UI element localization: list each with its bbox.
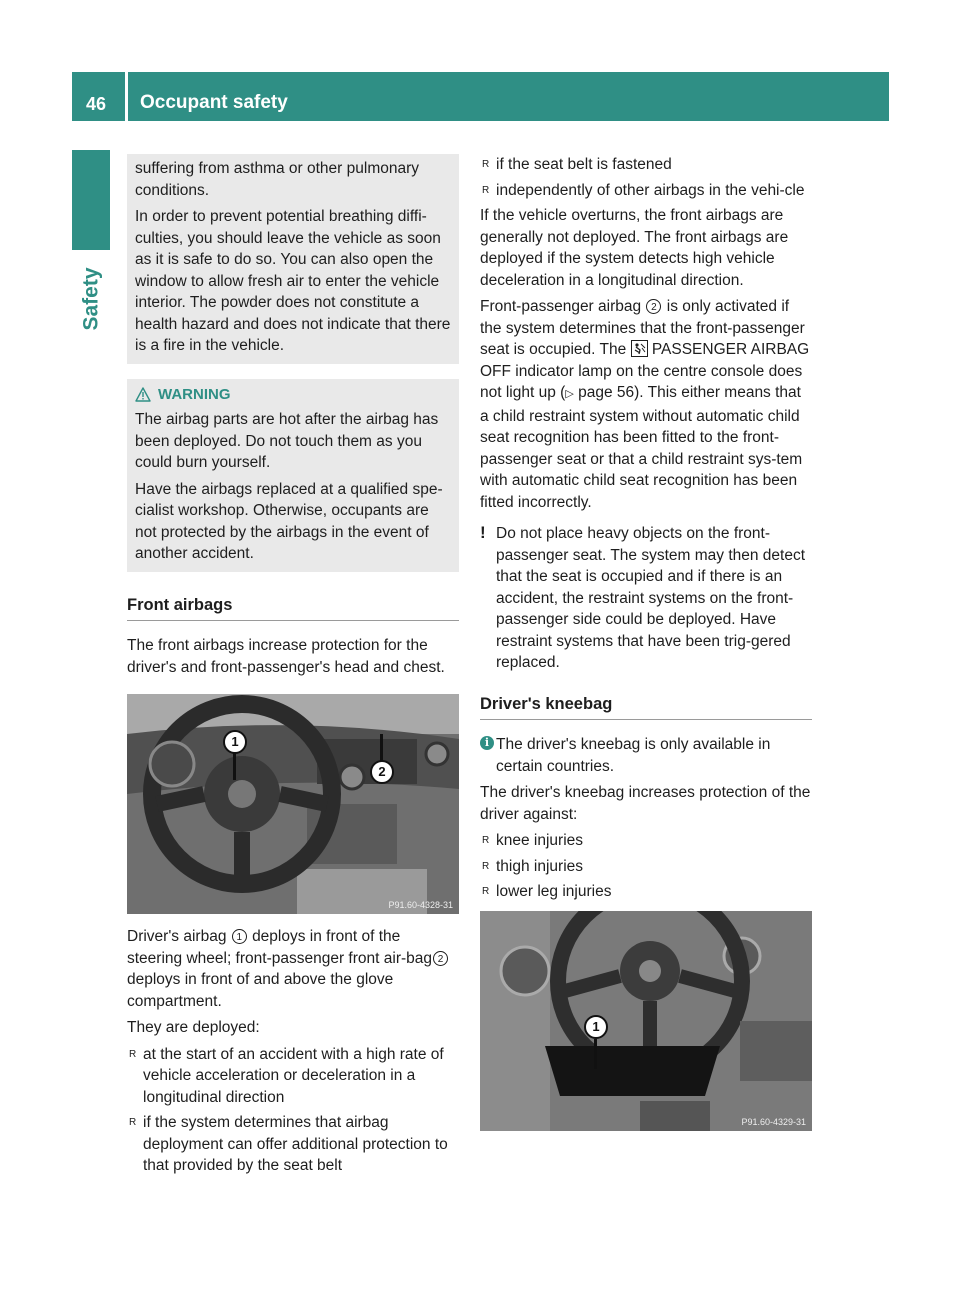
page-reference-link[interactable]: page 56 bbox=[578, 384, 635, 401]
ref-arrow-icon: ▷ bbox=[565, 388, 574, 400]
dashboard-photo bbox=[127, 694, 459, 914]
photo-code: P91.60-4328-31 bbox=[388, 900, 453, 910]
caption-text: deploys in front of the steering wheel; front-passenger front air-bag bbox=[127, 928, 432, 967]
list-item bbox=[480, 180, 812, 202]
callout-ref-2: 2 bbox=[433, 951, 448, 966]
caption-text: Driver's airbag bbox=[127, 928, 227, 945]
page-title: Occupant safety bbox=[140, 92, 288, 113]
dashboard-illustration bbox=[127, 694, 459, 914]
list-item bbox=[127, 1112, 459, 1177]
kneebag-illustration bbox=[480, 911, 812, 1131]
list-item-text: if the system determines that airbag deployment can offer additional protection to that provided by the seat belt bbox=[143, 1114, 448, 1174]
paragraph-text: PASSENGER AIRBAG OFF indicator lamp on the centre console does not light up ( bbox=[480, 341, 810, 401]
kneebag-photo bbox=[480, 911, 812, 1131]
bullet-icon: R bbox=[482, 159, 490, 170]
header-divider bbox=[125, 72, 128, 121]
warning-triangle-icon bbox=[135, 387, 151, 402]
bullet-icon: R bbox=[482, 860, 490, 872]
list-item bbox=[480, 881, 812, 903]
warning-paragraph: The airbag parts are hot after the airbag has been deployed. Do not touch them as you could burn yourself. bbox=[135, 411, 439, 471]
callout-leader bbox=[594, 1039, 597, 1069]
bullet-icon: R bbox=[482, 184, 490, 196]
passenger-airbag-off-icon bbox=[631, 340, 648, 357]
info-icon: i bbox=[480, 736, 494, 750]
callout-1: 1 bbox=[584, 1015, 608, 1039]
injury-list bbox=[480, 830, 812, 903]
side-tab-label: Safety bbox=[79, 267, 103, 331]
exclamation-icon: ! bbox=[480, 523, 486, 542]
list-item-text: if the seat belt is fastened bbox=[496, 156, 672, 173]
warning-box bbox=[127, 379, 459, 572]
photo-caption bbox=[127, 926, 459, 1012]
list-item-text: independently of other airbags in the vehi-cle bbox=[496, 181, 805, 199]
warning-paragraph: Have the airbags replaced at a qualified spe-cialist workshop. Otherwise, occupants are not protected by the airbags in the event of another accident. bbox=[135, 480, 443, 562]
overturn-paragraph: If the vehicle overturns, the front airbags are generally not deployed. The front airbags are deployed if the system detects high vehicle deceleration in a longitudinal direction. bbox=[480, 207, 789, 289]
paragraph-text: ). This either means that a child restraint system without automatic child seat recognition has been fitted to the front-passenger seat or that a child restraint sys-tem with automatic child seat recognition has been fitted incorrectly. bbox=[480, 384, 803, 511]
callout-ref-1: 1 bbox=[232, 929, 247, 944]
side-tab-marker bbox=[72, 150, 110, 250]
page-number: 46 bbox=[86, 94, 107, 114]
list-item bbox=[480, 856, 812, 878]
list-item-text: knee injuries bbox=[496, 832, 584, 849]
warning-label: WARNING bbox=[158, 385, 231, 403]
bullet-icon: R bbox=[129, 1117, 137, 1128]
section-title-front-airbags: Front airbags bbox=[127, 595, 459, 622]
side-tab bbox=[72, 258, 110, 340]
front-airbags-intro: The front airbags increase protection for the driver's and front-passenger's head and chest. bbox=[127, 637, 445, 676]
section-title-kneebag: Driver's kneebag bbox=[480, 694, 812, 721]
callout-1: 1 bbox=[223, 730, 247, 754]
bullet-icon: R bbox=[482, 886, 490, 897]
list-item-text: lower leg injuries bbox=[496, 883, 612, 900]
callout-ref-2: 2 bbox=[646, 299, 661, 314]
info-note bbox=[480, 734, 812, 777]
info-text: The driver's kneebag is only available in certain countries. bbox=[496, 736, 771, 775]
right-column bbox=[480, 154, 812, 1131]
bullet-icon: R bbox=[482, 835, 490, 846]
photo-code: P91.60-4329-31 bbox=[741, 1116, 806, 1127]
deployment-list bbox=[127, 1044, 459, 1177]
paragraph-text: Front-passenger airbag bbox=[480, 298, 642, 315]
deployment-list-continued bbox=[480, 154, 812, 201]
left-column bbox=[127, 154, 459, 1182]
list-item bbox=[480, 154, 812, 176]
box-paragraph: suffering from asthma or other pulmonary conditions. bbox=[135, 160, 420, 199]
paragraph-text: is only activated if the system determines that the front-passenger seat is occupied. The bbox=[480, 298, 805, 358]
caution-note bbox=[480, 523, 812, 674]
bullet-icon: R bbox=[129, 1048, 137, 1060]
list-item bbox=[127, 1044, 459, 1109]
warning-heading bbox=[135, 384, 451, 406]
front-passenger-paragraph bbox=[480, 296, 812, 513]
deployed-intro: They are deployed: bbox=[127, 1019, 260, 1036]
list-item-text: at the start of an accident with a high rate of vehicle acceleration or deceleration in a longitudinal direction bbox=[143, 1045, 444, 1106]
info-box bbox=[127, 154, 459, 364]
callout-2: 2 bbox=[370, 760, 394, 784]
kneebag-intro: The driver's kneebag increases protection of the driver against: bbox=[480, 784, 811, 823]
box-paragraph: In order to prevent potential breathing diffi-culties, you should leave the vehicle as soon as it is safe to do so. You can also open the window to allow fresh air to enter the vehicle interior. The powder does not constitute a health hazard and does not indicate that there is a fire in the vehicle. bbox=[135, 208, 451, 354]
caption-text: deploys in front of and above the glove compartment. bbox=[127, 971, 394, 1010]
list-item-text: thigh injuries bbox=[496, 857, 584, 875]
caution-text: Do not place heavy objects on the front-passenger seat. The system may then detect that the seat is occupied and if there is an accident, the restraint systems on the front-passenger side could be deployed. Have restraint systems that have been trig-gered replaced. bbox=[496, 525, 806, 671]
list-item bbox=[480, 830, 812, 852]
callout-leader bbox=[233, 750, 236, 780]
